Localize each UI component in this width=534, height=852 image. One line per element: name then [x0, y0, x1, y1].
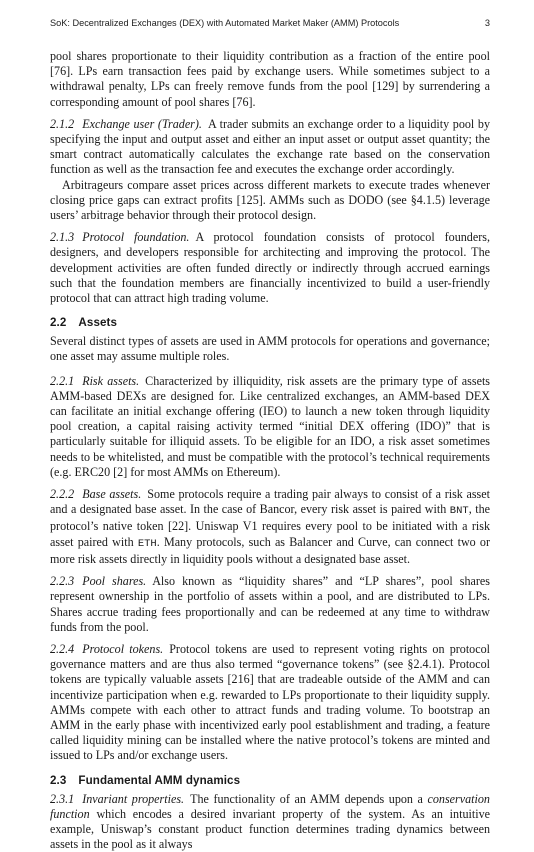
- code-bnt: BNT: [449, 505, 469, 518]
- running-header: [50, 18, 490, 28]
- section-2-2-1: 2.2.1 Risk assets. Characterized by illiquidity, risk assets are the primary type of assets AMM-based DEXs are designed for. Like centralized exchanges, an AMM-based DEX can facilitate an initial exchange offering (IEO) to launch a new token through liquidity pool creation, a capital raising activity termed “initial DEX offering (IDO)” that is particularly suitable for illiquid assets. To be eligible for an IDO, a risk asset sometimes needs to be whitelisted, and must be compatible with the protocol’s technical requirements (e.g. ERC20 [2] for most AMMs on Ethereum).: [50, 373, 491, 479]
- subsection-heading: 2.2.1 Risk assets.: [50, 373, 140, 388]
- section-2-2-2: 2.2.2 Base assets. Some protocols require a trading pair always to consist of a risk asset and a designated base asset. In the case of Bancor, every risk asset is paired with BNT, the protocol’s native token [22]. Uniswap V1 requires every pool to be initiated with a risk asset paired with ETH. Many protocols, such as Balancer and Curve, can connect two or more risk assets directly in liquidity pools without a designated base asset.: [50, 487, 490, 566]
- subsection-heading: 2.1.3 Protocol foundation.: [50, 230, 190, 245]
- section-2-1-3: 2.1.3 Protocol foundation. A protocol foundation consists of protocol founders, designers, and developers responsible for architecting and improving the protocol. The development activities are often funded directly or indirectly through accrued earnings such that the foundation members are financially incentivized to build a user-friendly protocol that can attract high trading volume.: [50, 230, 490, 306]
- subsection-heading: 2.1.2 Exchange user (Trader).: [50, 116, 202, 131]
- section-2-2-4: 2.2.4 Protocol tokens. Protocol tokens are used to represent voting rights on protocol governance matters and are thus also termed “governance tokens” (see §2.4.1). Protocol tokens are typically valuable assets [216] that are tradeable outside of the AMM and can incentivize participation when e.g. rewarded to LPs proportionate to their liquidity supply. AMMs compete with each other to attract funds and trading volume. To bootstrap an AMM in the early phase with incentivized early pool establishment and trading, a feature called liquidity mining can be installed where the native protocol’s tokens are minted and issued to LPs and/or exchange users.: [50, 641, 490, 763]
- running-title: SoK: Decentralized Exchanges (DEX) with Automated Market Maker (AMM) Protocols: [50, 18, 400, 28]
- subsection-heading: 2.2.4 Protocol tokens.: [50, 641, 164, 656]
- section-2-2-3: 2.2.3 Pool shares. Also known as “liquidity shares” and “LP shares”, pool shares represent ownership in the portfolio of assets within a pool, and are distributed to LPs. Shares accrue trading fees proportionally and can be redeemed at any time to withdraw funds from the pool.: [50, 574, 490, 634]
- subsection-heading: 2.2.3 Pool shares.: [50, 574, 147, 589]
- page-number: 3: [484, 18, 490, 28]
- section-heading-amm-dynamics: 2.3 Fundamental AMM dynamics: [50, 773, 241, 787]
- paragraph-assets: Several distinct types of assets are used in AMM protocols for operations and governance; one asset may assume multiple roles.: [50, 334, 490, 364]
- code-eth: ETH: [137, 537, 157, 550]
- section-2-1-2: 2.1.2 Exchange user (Trader). A trader submits an exchange order to a liquidity pool by specifying the input and output asset and either an input asset or output asset quantity; the smart contract automatically calculates the exchange rate based on the conservation function as well as the transaction fee and executes the exchange order accordingly.: [50, 116, 490, 177]
- subsection-heading: 2.2.2 Base assets.: [50, 487, 142, 502]
- subsection-heading: 2.3.1 Invariant properties.: [50, 791, 185, 806]
- paragraph-arbitrageurs: Arbitrageurs compare asset prices across different markets to execute trades whenever closing price gaps can extract profits [125]. AMMs such as DODO (see §4.1.5) leverage users’ arbitrage behavior through their protocol design.: [50, 177, 490, 223]
- term-conservation-function: conservation function: [50, 791, 490, 821]
- section-2-3-1: 2.3.1 Invariant properties. The functionality of an AMM depends upon a conservation function which encodes a desired invariant property of the system. As an intuitive example, Uniswap’s constant product function determines trading dynamics between assets in the pool as it always: [50, 791, 490, 852]
- section-heading-assets: 2.2 Assets: [50, 316, 118, 330]
- paragraph-intro: pool shares proportionate to their liquidity contribution as a fraction of the entire pool [76]. LPs earn transaction fees paid by exchange users. While sometimes subject to a withdrawal penalty, LPs can freely remove funds from the pool [129] by surrendering a corresponding amount of pool shares [76].: [50, 49, 490, 109]
